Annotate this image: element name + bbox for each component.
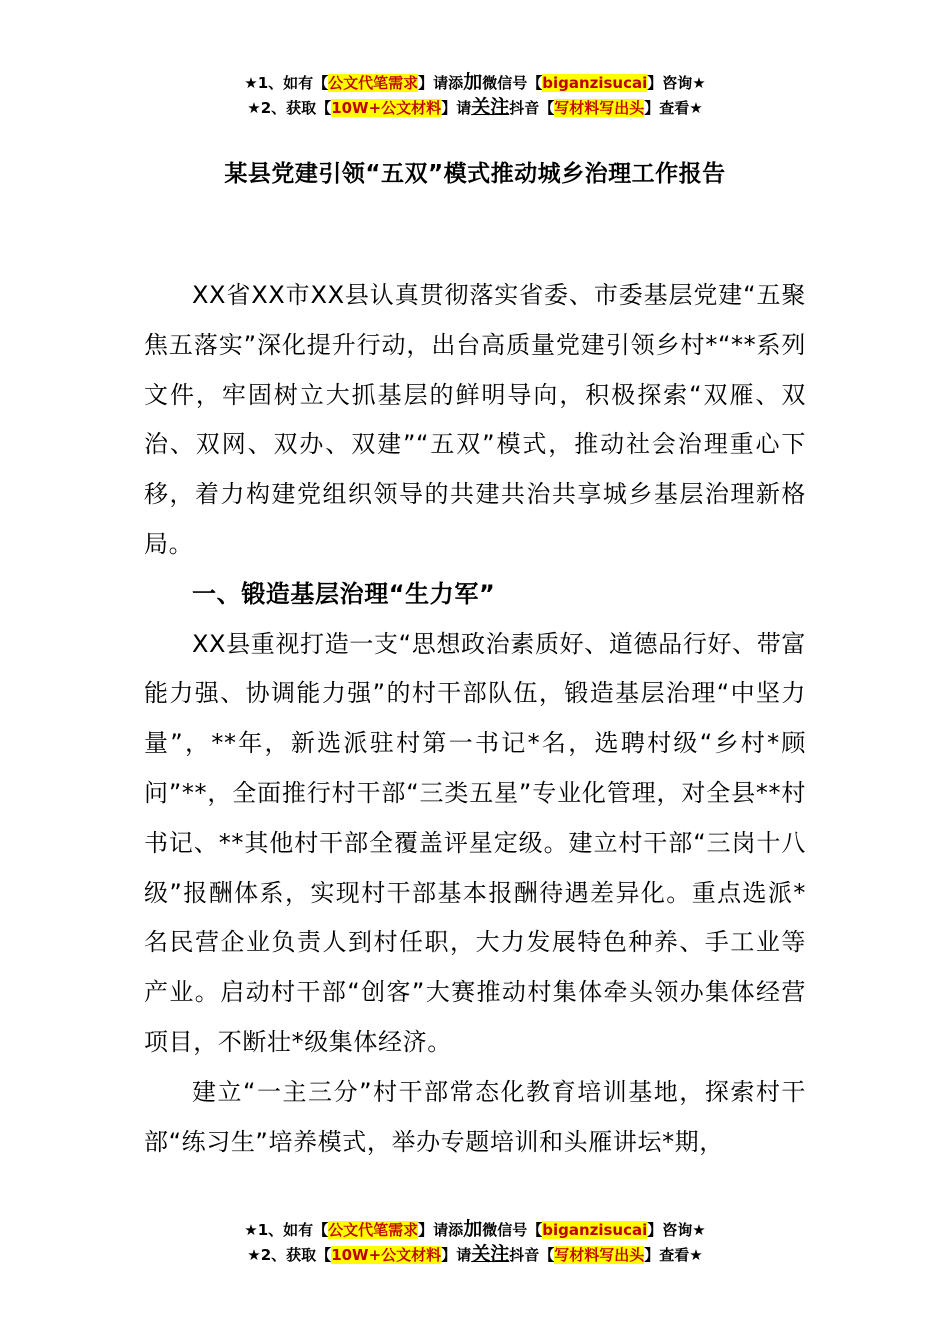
promo-text: ★1、如有【	[244, 1221, 329, 1239]
body-paragraph: XX县重视打造一支“思想政治素质好、道德品行好、带富能力强、协调能力强”的村干部队伍，锻造基层治理“中坚力量”，**年，新选派驻村第一书记*名，选聘村级“乡村*顾问”**，全面推行村干部“三类五星”专业化管理，对全县**村书记、**其他村干部全覆盖评星定级。建立村干部“三岗十八级”报酬体系，实现村干部基本报酬待遇差异化。重点选派*名民营企业负责人到村任职，大力发展特色种养、手工业等产业。启动村干部“创客”大赛推动村集体牵头领办集体经营项目，不断壮*级集体经济。	[144, 629, 806, 1056]
promo-highlight: 公文代笔需求	[328, 74, 419, 92]
body-paragraph: 建立“一主三分”村干部常态化教育培训基地，探索村干部“练习生”培养模式，举办专题培训和头雁讲坛*期，	[144, 1077, 806, 1156]
wechat-id-highlight: biganzisucai	[542, 1221, 648, 1239]
promo-text: 】咨询★	[647, 74, 706, 92]
promo-text: 关注	[471, 96, 510, 118]
promo-line-2	[0, 95, 950, 120]
promo-text: ★2、获取【	[247, 1246, 332, 1264]
promo-text: 微信号【	[482, 1221, 543, 1239]
douyin-id-highlight: 写材料写出头	[554, 99, 645, 117]
promo-highlight: 公文代笔需求	[328, 1221, 419, 1239]
promo-text: 加	[463, 71, 483, 93]
promo-text: 关注	[471, 1243, 510, 1265]
promo-text: 】请添	[418, 74, 464, 92]
promo-text: 】查看★	[644, 1246, 703, 1264]
promo-text: 】请	[441, 99, 472, 117]
section-heading: 一、锻造基层治理“生力军”	[192, 579, 496, 608]
promo-text: 】查看★	[644, 99, 703, 117]
body-paragraph: XX省XX市XX县认真贯彻落实省委、市委基层党建“五聚焦五落实”深化提升行动，出台高质量党建引领乡村*“**系列文件，牢固树立大抓基层的鲜明导向，积极探索“双雁、双治、双网、双办、双建”“五双”模式，推动社会治理重心下移，着力构建党组织领导的共建共治共享城乡基层治理新格局。	[144, 281, 806, 558]
document-body	[144, 271, 806, 1167]
promo-text: ★1、如有【	[244, 74, 329, 92]
document-title: 某县党建引领“五双”模式推动城乡治理工作报告	[224, 161, 726, 187]
promo-text: 抖音【	[509, 1246, 555, 1264]
promo-banner-top	[0, 70, 950, 120]
promo-text: 】咨询★	[647, 1221, 706, 1239]
promo-text: 微信号【	[482, 74, 543, 92]
promo-text: 】请添	[418, 1221, 464, 1239]
promo-text: ★2、获取【	[247, 99, 332, 117]
promo-text: 】请	[441, 1246, 472, 1264]
promo-text: 抖音【	[509, 99, 555, 117]
promo-highlight: 10W+公文材料	[331, 99, 442, 117]
promo-line-1	[0, 1217, 950, 1242]
promo-banner-bottom	[0, 1217, 950, 1267]
promo-line-1	[0, 70, 950, 95]
wechat-id-highlight: biganzisucai	[542, 74, 648, 92]
promo-line-2	[0, 1242, 950, 1267]
promo-text: 加	[463, 1218, 483, 1240]
promo-highlight: 10W+公文材料	[331, 1246, 442, 1264]
douyin-id-highlight: 写材料写出头	[554, 1246, 645, 1264]
